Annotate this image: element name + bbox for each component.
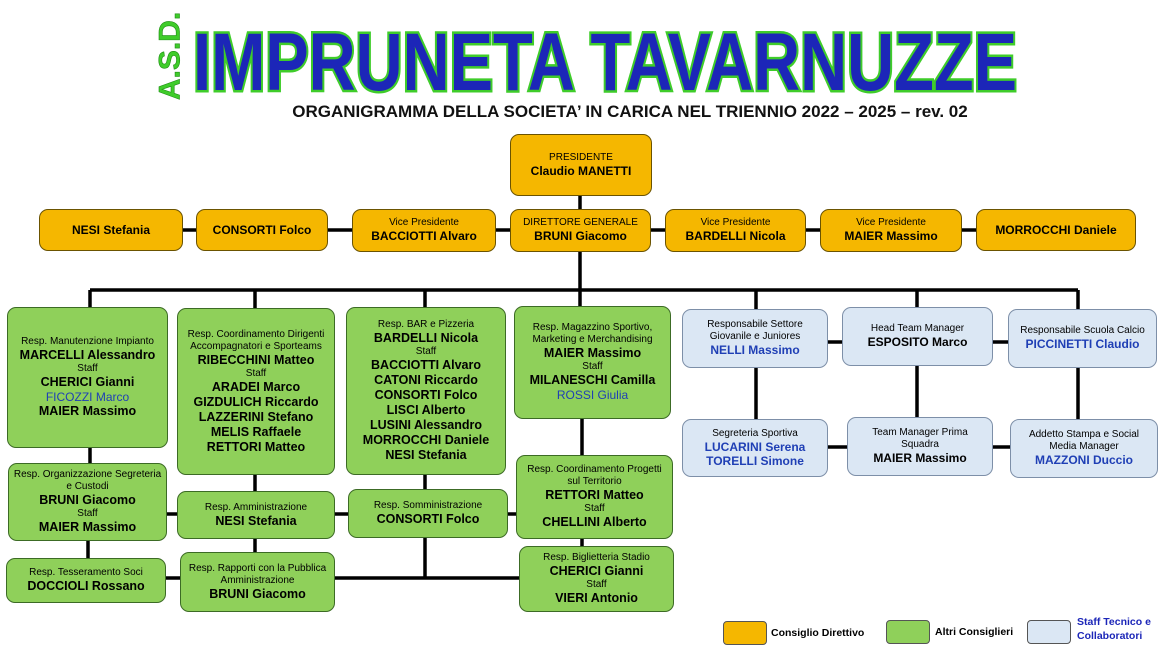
member-name: MELIS Raffaele <box>210 424 302 439</box>
club-logo-title <box>190 10 1020 100</box>
member-name: VIERI Antonio <box>555 591 638 605</box>
catering-box <box>348 489 508 538</box>
member-name: BRUNI Giacomo <box>534 229 627 244</box>
role-label: Resp. Amministrazione <box>204 501 308 513</box>
staff-label: Staff <box>584 503 605 514</box>
role-label: Responsabile Scuola Calcio <box>1020 325 1145 337</box>
member-name: TORELLI Simone <box>706 454 804 468</box>
public-relations-box <box>180 552 335 612</box>
member-name: MAIER Massimo <box>38 404 137 419</box>
member-name: RETTORI Matteo <box>545 488 644 502</box>
staff-label: Staff <box>586 579 607 590</box>
member-name: MILANESCHI Camilla <box>529 373 656 388</box>
organization-box <box>8 463 167 541</box>
territory-projects-box <box>516 455 673 539</box>
member-name: BRUNI Giacomo <box>209 586 306 601</box>
staff-label: Staff <box>415 346 437 357</box>
member-name: MAZZONI Duccio <box>1035 453 1133 468</box>
role-label: DIRETTORE GENERALE <box>523 217 638 229</box>
chart-subtitle: ORGANIGRAMMA DELLA SOCIETA’ IN CARICA NEL TRIENNIO 2022 – 2025 – rev. 02 <box>292 102 968 121</box>
member-name: ARADEI Marco <box>211 379 301 394</box>
asd-logo-text <box>150 11 190 101</box>
member-name: BARDELLI Nicola <box>685 229 786 244</box>
member-name: CONSORTI Folco <box>374 388 478 402</box>
member-name: MAIER Massimo <box>543 346 642 361</box>
role-label: Resp. Coordinamento Dirigenti Accompagnatori e Sporteams <box>187 328 325 352</box>
member-name: BRUNI Giacomo <box>39 493 136 507</box>
member-name: MORROCCHI Daniele <box>995 222 1117 237</box>
role-label: Vice Presidente <box>389 217 459 229</box>
member-name: ESPOSITO Marco <box>867 335 968 350</box>
member-name: MORROCCHI Daniele <box>362 433 490 447</box>
member-name: CONSORTI Folco <box>376 512 480 526</box>
member-name: LUSINI Alessandro <box>369 418 483 432</box>
role-label: Resp. Tesseramento Soci <box>29 567 143 578</box>
bar-box <box>346 307 506 475</box>
member-name: MAIER Massimo <box>38 520 137 534</box>
member-name: NELLI Massimo <box>710 343 800 358</box>
role-label: Vice Presidente <box>700 217 771 229</box>
role-label: Resp. Rapporti con la Pubblica Amministrazione <box>188 562 327 586</box>
administration-box <box>177 491 335 539</box>
member-name: BACCIOTTI Alvaro <box>371 229 477 244</box>
legend-swatch-board <box>723 621 767 645</box>
member-name: DOCCIOLI Rossano <box>27 579 145 593</box>
member-name: NESI Stefania <box>71 222 151 237</box>
board-member-nesi <box>39 209 183 251</box>
club-name: IMPRUNETA TAVARNUZZE <box>193 17 1017 100</box>
president-name: Claudio MANETTI <box>530 163 632 178</box>
member-name: BACCIOTTI Alvaro <box>371 358 481 372</box>
ticket-office-box <box>519 546 674 612</box>
role-label: Resp. Somministrazione <box>373 500 483 511</box>
coordination-box <box>177 308 335 475</box>
youth-sector-box <box>682 309 828 368</box>
legend-swatch-councillors <box>886 620 930 644</box>
role-label: Resp. Manutenzione Impianto <box>21 335 154 347</box>
member-name: CATONI Riccardo <box>374 373 478 387</box>
role-label: Resp. Coordinamento Progetti sul Territorio <box>527 464 662 487</box>
board-member-consorti <box>196 209 328 251</box>
role-label: Vice Presidente <box>856 217 926 229</box>
role-label: Addetto Stampa e Social Media Manager <box>1028 429 1140 453</box>
collaborator-name: ROSSI Giulia <box>556 388 629 403</box>
sports-secretariat-box <box>682 419 828 477</box>
staff-label: Staff <box>77 508 98 519</box>
vice-president-maier <box>820 209 962 252</box>
member-name: MAIER Massimo <box>873 451 967 466</box>
first-team-manager-box <box>847 417 993 476</box>
member-name: BARDELLI Nicola <box>373 331 479 345</box>
member-name: MAIER Massimo <box>844 229 938 244</box>
role-label: Responsabile Settore Giovanile e Juniores <box>707 319 803 343</box>
vice-president-bardelli <box>665 209 806 252</box>
role-label: Segreteria Sportiva <box>712 427 798 439</box>
legend-label-board: Consiglio Direttivo <box>771 627 865 639</box>
collaborator-name: FICOZZI Marco <box>45 389 130 404</box>
head-team-manager-box <box>842 307 993 366</box>
role-label: PRESIDENTE <box>549 151 613 163</box>
legend-swatch-staff <box>1027 620 1071 644</box>
member-name: GIZDULICH Riccardo <box>193 394 319 409</box>
president-box <box>510 134 652 196</box>
football-school-box <box>1008 309 1157 368</box>
member-name: CHELLINI Alberto <box>542 515 647 529</box>
member-name: NESI Stefania <box>215 513 297 528</box>
member-name: CHERICI Gianni <box>549 564 644 578</box>
role-label: Resp. Biglietteria Stadio <box>543 552 650 563</box>
member-name: RIBECCHINI Matteo <box>197 352 315 367</box>
asd-text: A.S.D. <box>153 11 187 101</box>
membership-box <box>6 558 166 603</box>
member-name: LISCI Alberto <box>386 403 466 417</box>
staff-label: Staff <box>582 361 603 373</box>
legend-label-councillors: Altri Consiglieri <box>935 626 1014 638</box>
role-label: Resp. Magazzino Sportivo, Marketing e Merchandising <box>532 322 653 346</box>
role-label: Team Manager Prima Squadra <box>872 427 968 451</box>
member-name: NESI Stefania <box>385 448 467 462</box>
role-label: Resp. Organizzazione Segreteria e Custodi <box>13 469 162 492</box>
role-label: Head Team Manager <box>870 323 965 335</box>
board-member-morrocchi <box>976 209 1136 251</box>
member-name: LAZZERINI Stefano <box>198 409 314 424</box>
member-name: RETTORI Matteo <box>206 439 306 454</box>
role-label: Resp. BAR e Pizzeria <box>377 319 475 330</box>
general-director-box <box>510 209 651 252</box>
member-name: PICCINETTI Claudio <box>1025 337 1140 352</box>
member-name: MARCELLI Alessandro <box>19 347 156 362</box>
member-name: CHERICI Gianni <box>40 374 135 389</box>
legend-label-staff: Staff Tecnico e Collaboratori <box>1077 616 1151 642</box>
member-name: LUCARINI Serena <box>704 439 806 454</box>
member-name: CONSORTI Folco <box>212 222 312 237</box>
press-officer-box <box>1010 419 1158 478</box>
maintenance-box <box>7 307 168 448</box>
staff-label: Staff <box>77 362 98 374</box>
warehouse-marketing-box <box>514 306 671 419</box>
vice-president-bacciotti <box>352 209 496 252</box>
staff-label: Staff <box>245 367 267 379</box>
